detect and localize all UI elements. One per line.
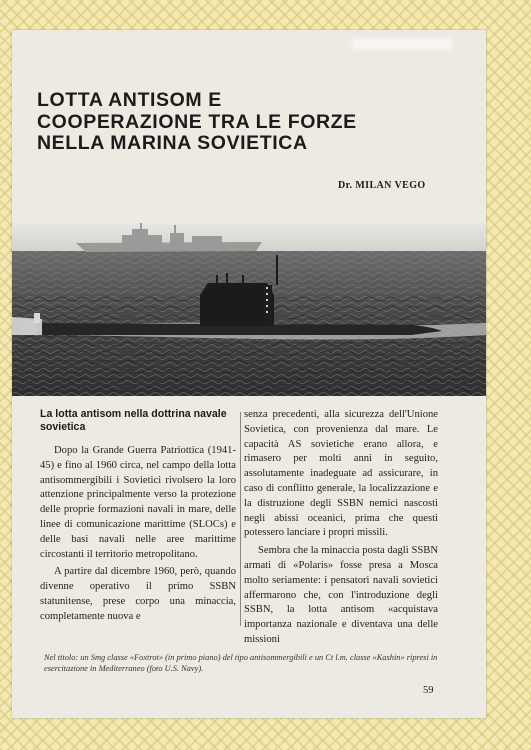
author-byline: Dr. MILAN VEGO: [338, 180, 426, 191]
column-divider: [240, 412, 241, 626]
page-number: 59: [423, 685, 434, 696]
body-paragraph: Dopo la Grande Guerra Patriottica (1941-45) e fino al 1960 circa, nel campo della lotta antisommergibili i Sovietici rivolsero la loro attenzione principalmente verso la protezione delle proprie formazioni navali in mare, delle linee di comunicazione marittime (SLOCs) e delle basi navali nelle aree marittime circostanti il territorio metropolitano.: [40, 445, 236, 560]
title-line: NELLA MARINA SOVIETICA: [37, 132, 308, 154]
title-line: LOTTA ANTISOM E: [37, 89, 222, 111]
magazine-page: [12, 30, 486, 718]
body-paragraph: Sembra che la minaccia posta dagli SSBN armati di «Polaris» fosse presa a Mosca molto seriamente: i pensatori navali sovietici affermarono che, con l'introduzione degli SSBN, la lotta antisom «acquistava importanza nazionale e diventava una delle missioni: [244, 545, 438, 645]
photo-caption: Nel titolo: un Smg classe «Foxtrot» (in primo piano) del tipo antisommergibili e un Ct l.m. classe «Kashin» ripresi in esercitazione in Mediterraneo (foto U.S. Navy).: [44, 653, 438, 673]
article-photo: [12, 223, 486, 396]
article-title: [37, 90, 357, 155]
text-column-left: [40, 408, 236, 625]
section-heading: La lotta antisom nella dottrina navale sovietica: [40, 408, 227, 433]
body-paragraph: A partire dal dicembre 1960, però, quando divenne operativo il primo SSBN statunitense, prese corpo una minaccia, completamente nuova e: [40, 566, 236, 622]
faded-header-mark: [352, 38, 452, 50]
body-paragraph: senza precedenti, alla sicurezza dell'Unione Sovietica, con provenienza dal mare. Le capacità AS sovietiche erano allora, e rimasero per molti anni in seguito, assolutamente inadeguate ad assicurare, in caso di conflitto generale, la localizzazione e la distruzione degli SSBN nemici nascosti negli abissi oceanici, prima che questi potessero lanciare i propri missili.: [244, 409, 438, 539]
title-line: COOPERAZIONE TRA LE FORZE: [37, 110, 357, 133]
text-column-right: [244, 408, 438, 648]
submarine-destroyer-photo: [12, 223, 486, 396]
